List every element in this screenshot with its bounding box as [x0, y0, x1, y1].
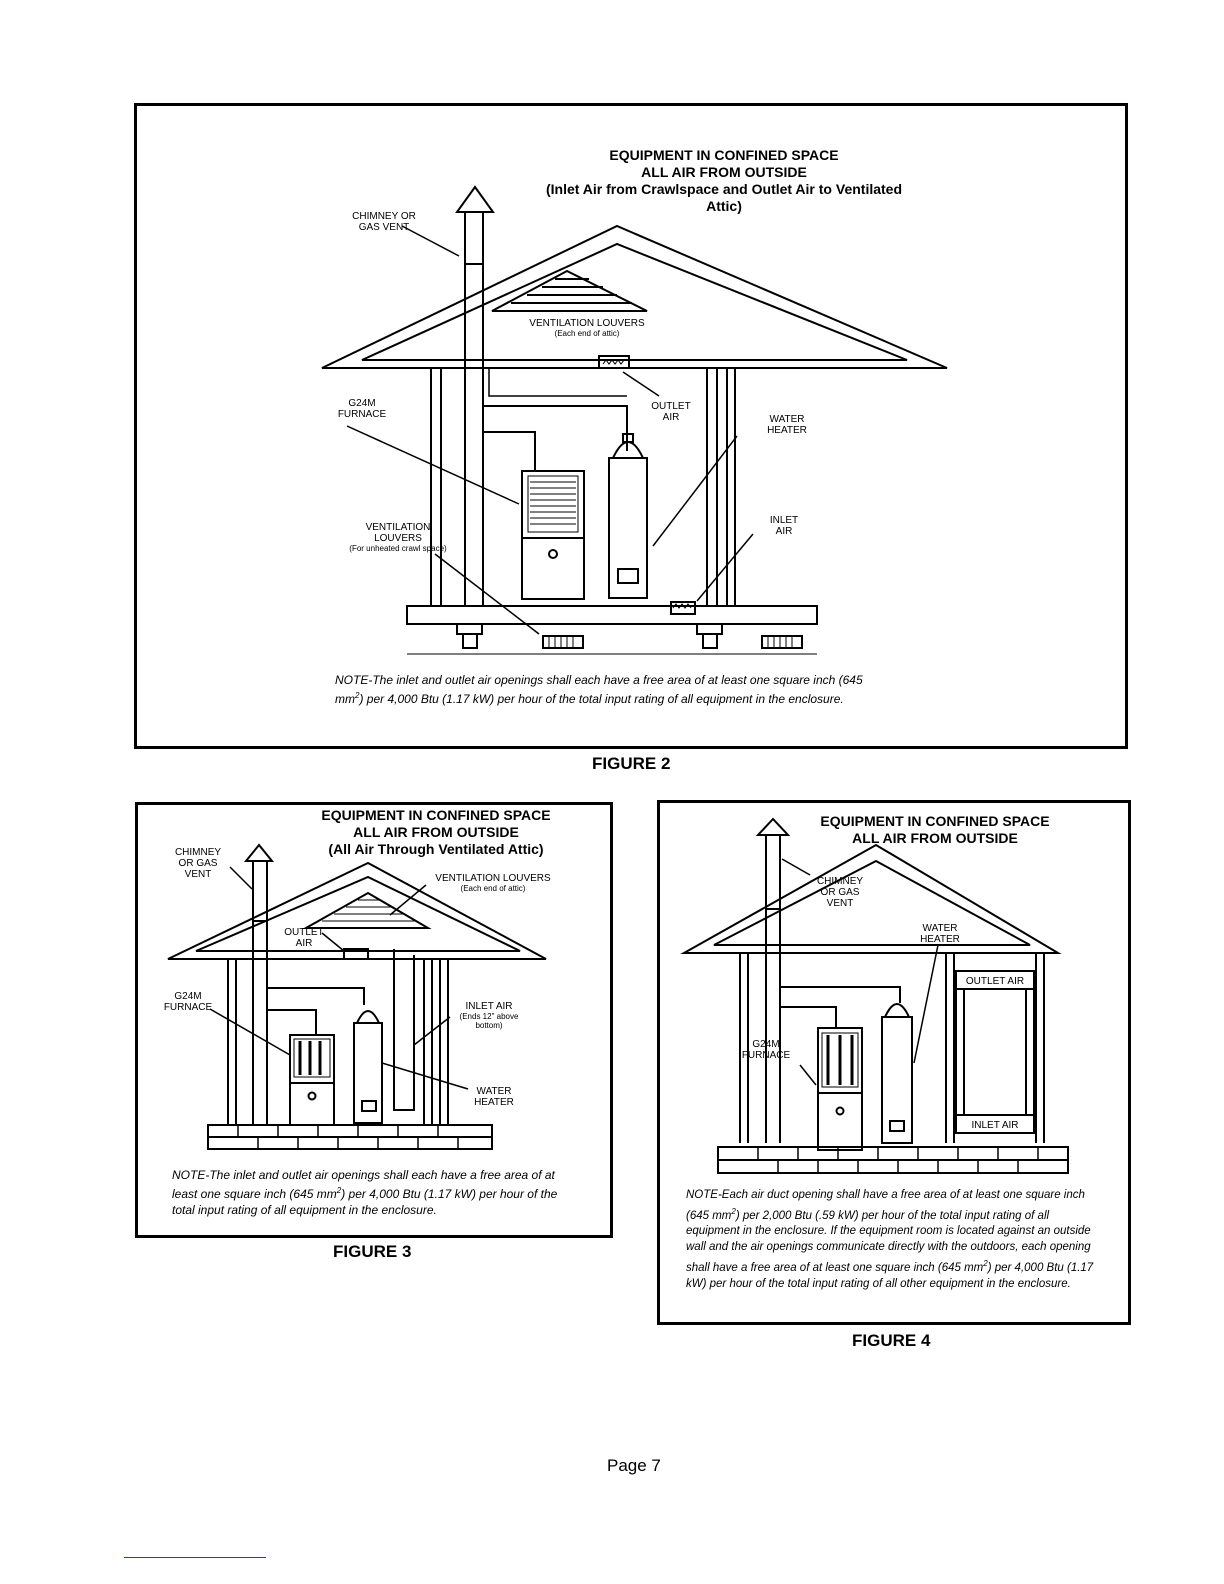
- figure-4-title: EQUIPMENT IN CONFINED SPACE ALL AIR FROM OUTSIDE: [820, 813, 1050, 846]
- chimney-label: CHIMNEY OR GAS VENT: [816, 876, 864, 909]
- inlet-air-label: INLET AIR: [971, 1120, 1019, 1131]
- figure-3-box: [135, 802, 613, 1238]
- furnace-label: G24M FURNACE: [337, 398, 387, 420]
- figure-4-caption: FIGURE 4: [852, 1331, 931, 1350]
- figure-4-box: [657, 800, 1131, 1325]
- figure-2-caption: FIGURE 2: [592, 754, 671, 773]
- figure-2-title: EQUIPMENT IN CONFINED SPACE ALL AIR FROM OUTSIDE (Inlet Air from Crawlspace and Outlet Air to Ventilated Attic): [545, 147, 903, 214]
- outlet-air-label: OUTLET AIR: [965, 976, 1025, 987]
- footer-rule: [124, 1557, 266, 1558]
- inlet-air-label: INLET AIR: [769, 515, 799, 537]
- figure-3-title: EQUIPMENT IN CONFINED SPACE ALL AIR FROM OUTSIDE (All Air Through Ventilated Attic): [321, 807, 551, 857]
- figure-4-note: NOTE-Each air duct opening shall have a free area of at least one square inch (645 $mm^2$) per 2,000 Btu (.59 kW) per hour of the total input rating of all equipment in the enclosure. If the equipment room is located against an outside wall and the air openings communicate directly with the outdoors, each opening shall have a free area of at least one square inch (645 $mm^2$) per 4,000 Btu (1.17 kW) per hour of the total input rating of all other equipment in the enclosure.: [686, 1189, 1094, 1290]
- ventilation-louvers-label: VENTILATION LOUVERS (Each end of attic): [529, 318, 645, 338]
- inlet-air-label: INLET AIR (Ends 12" above bottom): [459, 1001, 519, 1030]
- figure-3-caption: FIGURE 3: [333, 1242, 412, 1261]
- furnace-label: G24M FURNACE: [741, 1039, 791, 1061]
- furnace-label: G24M FURNACE: [163, 991, 213, 1013]
- chimney-label: CHIMNEY OR GAS VENT: [174, 847, 222, 880]
- figure-3-note: NOTE-The inlet and outlet air openings shall each have a free area of at least one square inch (645 $mm^2$) per 4,000 Btu (1.17 kW) per hour of the total input rating of all equipment in the enclosure.: [172, 1168, 558, 1217]
- outlet-air-label: OUTLET AIR: [651, 401, 691, 423]
- outlet-air-label: OUTLET AIR: [284, 927, 324, 949]
- figure-2-note: NOTE-The inlet and outlet air openings shall each have a free area of at least one square inch (645 $mm^2$) per 4,000 Btu (1.17 kW) per hour of the total input rating of all equipment in the enclosure.: [335, 673, 863, 706]
- water-heater-label: WATER HEATER: [474, 1086, 514, 1108]
- figure-2-box: [134, 103, 1128, 749]
- crawl-louvers-label: VENTILATION LOUVERS (For unheated crawl space): [349, 522, 447, 553]
- ventilation-louvers-label: VENTILATION LOUVERS (Each end of attic): [435, 873, 551, 893]
- water-heater-label: WATER HEATER: [767, 414, 807, 436]
- chimney-label: CHIMNEY OR GAS VENT: [352, 211, 416, 233]
- page-number: Page 7: [607, 1456, 661, 1475]
- water-heater-label: WATER HEATER: [920, 923, 960, 945]
